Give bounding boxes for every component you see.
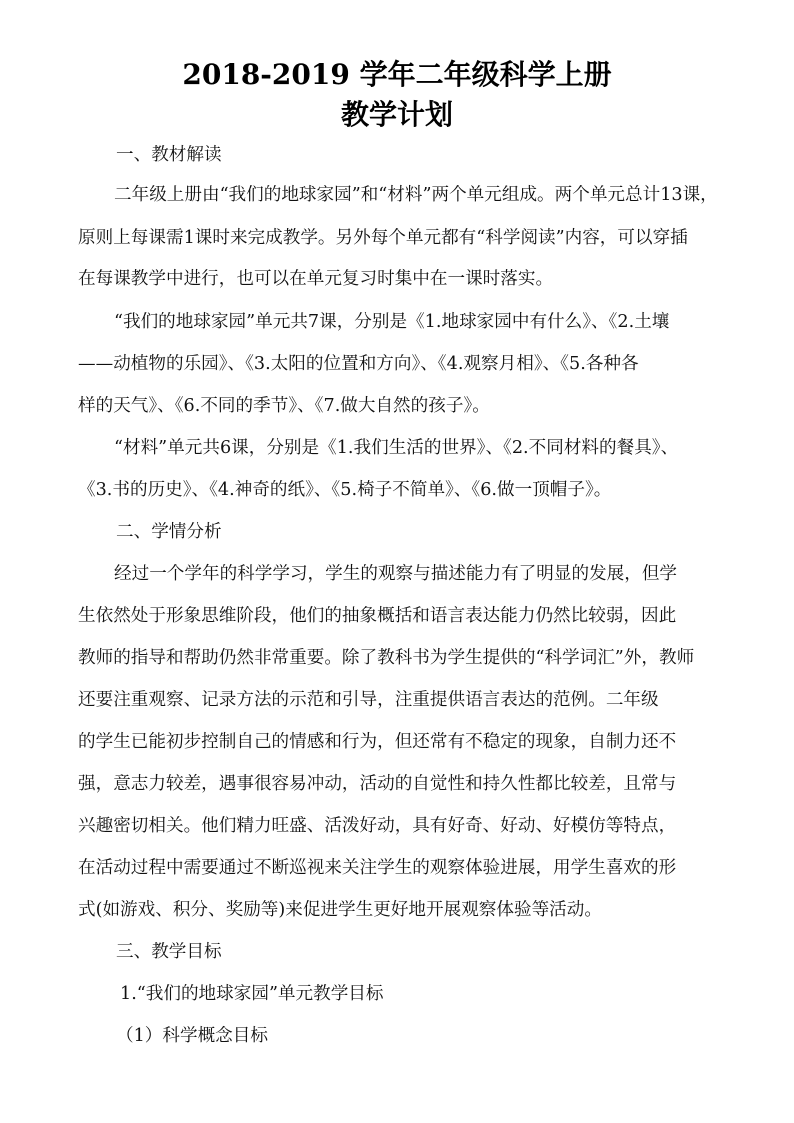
- paragraph-line: 原则上每课需1课时来完成教学。另外每个单元都有“科学阅读”内容，可以穿插: [78, 228, 688, 248]
- paragraph-line: 教师的指导和帮助仍然非常重要。除了教科书为学生提供的“科学词汇”外，教师: [78, 648, 695, 668]
- paragraph-line: 式(如游戏、积分、奖励等)来促进学生更好地开展观察体验等活动。: [78, 900, 602, 920]
- section-heading-textbook: 一、教材解读: [116, 145, 222, 165]
- paragraph-line: “我们的地球家园”单元共7课，分别是《1.地球家园中有什么》、《2.土壤: [114, 312, 670, 332]
- subsection-heading: 1.“我们的地球家园”单元教学目标: [120, 984, 384, 1004]
- document-title-line-1: 2018-2019 学年二年级科学上册: [182, 58, 612, 91]
- paragraph-line: 兴趣密切相关。他们精力旺盛、活泼好动，具有好奇、好动、好模仿等特点，: [78, 816, 677, 836]
- paragraph-line: 二年级上册由“我们的地球家园”和“材料”两个单元组成。两个单元总计13课，: [114, 185, 718, 205]
- paragraph-line: 还要注重观察、记录方法的示范和引导，注重提供语言表达的范例。二年级: [78, 690, 659, 710]
- paragraph-line: ——动植物的乐园》、《3.太阳的位置和方向》、《4.观察月相》、《5.各种各: [78, 354, 639, 374]
- paragraph-line: 经过一个学年的科学学习，学生的观察与描述能力有了明显的发展，但学: [114, 564, 678, 584]
- paragraph-line: 在活动过程中需要通过不断巡视来关注学生的观察体验进展，用学生喜欢的形: [78, 858, 677, 878]
- paragraph-line: 在每课教学中进行，也可以在单元复习时集中在一课时落实。: [78, 269, 554, 289]
- paragraph-line: 《3.书的历史》、《4.神奇的纸》、《5.椅子不简单》、《6.做一顶帽子》。: [78, 480, 612, 500]
- paragraph-line: “材料”单元共6课，分别是《1.我们生活的世界》、《2.不同材料的餐具》、: [114, 438, 679, 458]
- paragraph-line: 样的天气》、《6.不同的季节》、《7.做大自然的孩子》。: [78, 396, 490, 416]
- section-heading-teaching-goals: 三、教学目标: [116, 942, 222, 962]
- paragraph-line: 强，意志力较差，遇事很容易冲动，活动的自觉性和持久性都比较差，且常与: [78, 774, 677, 794]
- paragraph-line: 的学生已能初步控制自己的情感和行为，但还常有不稳定的现象，自制力还不: [78, 732, 677, 752]
- document-title-line-2: 教学计划: [340, 98, 453, 131]
- section-heading-learner-analysis: 二、学情分析: [116, 522, 222, 542]
- paragraph-line: 生依然处于形象思维阶段，他们的抽象概括和语言表达能力仍然比较弱，因此: [78, 606, 677, 626]
- subsection-heading: （1）科学概念目标: [116, 1026, 268, 1046]
